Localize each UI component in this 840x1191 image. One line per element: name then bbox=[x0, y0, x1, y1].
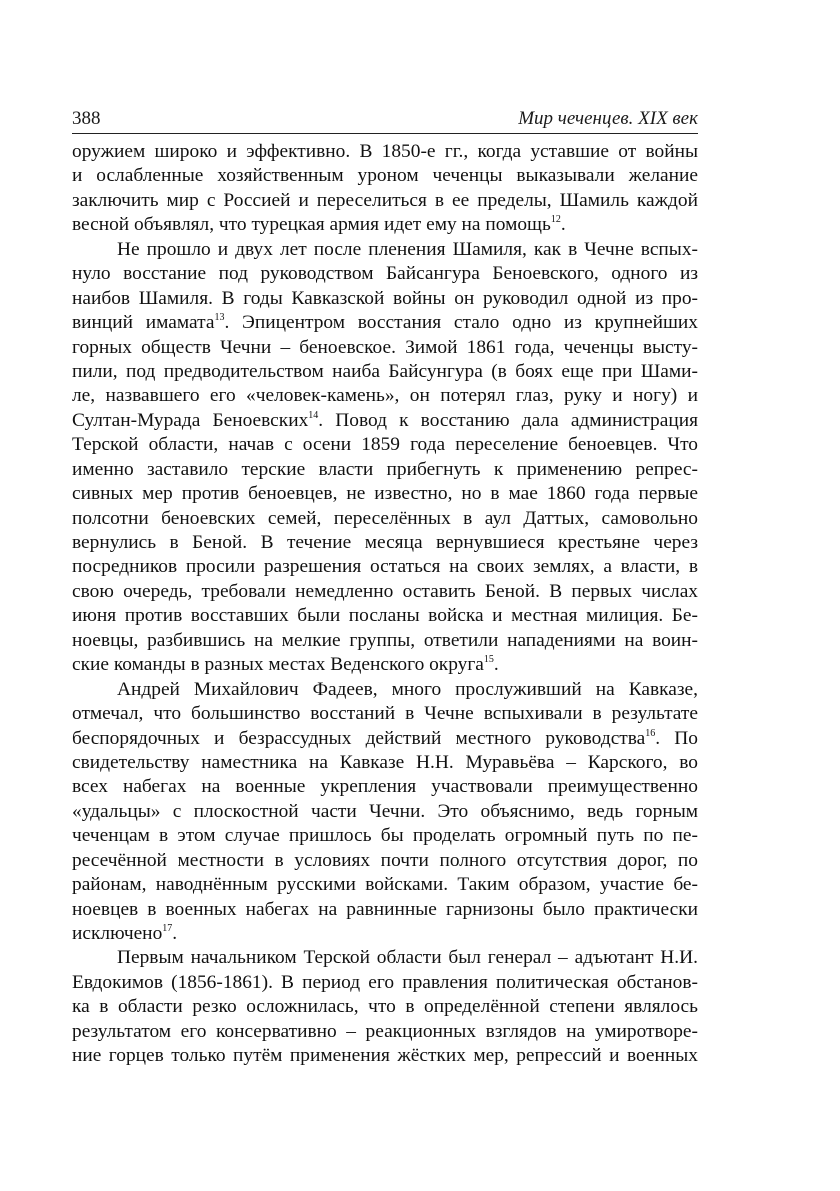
text-line bbox=[72, 384, 698, 408]
footnote-marker[interactable]: 13 bbox=[214, 312, 225, 324]
line-text: ноевцев в военных набегах на равнинные гарнизоны было практически bbox=[72, 898, 698, 920]
body-text bbox=[72, 140, 698, 1069]
text-line bbox=[72, 262, 698, 286]
text-line bbox=[72, 873, 698, 897]
text-line bbox=[72, 360, 698, 384]
paragraph bbox=[72, 238, 698, 678]
page-header bbox=[72, 108, 698, 132]
paragraph bbox=[72, 946, 698, 1068]
text-line bbox=[72, 336, 698, 360]
text-line bbox=[72, 800, 698, 824]
line-text: заключить мир с Россией и переселиться в ее пределы, Шамиль каждой bbox=[72, 189, 698, 211]
line-text: беспорядочных и безрассудных действий местного руководства bbox=[72, 727, 646, 749]
footnote-marker[interactable]: 14 bbox=[308, 409, 319, 421]
line-text: именно заставило терские власти прибегнуть к применению репрес- bbox=[72, 458, 698, 480]
line-text: исключено bbox=[72, 923, 163, 944]
text-line bbox=[72, 1044, 698, 1068]
header-rule bbox=[72, 133, 698, 134]
line-text: «удальцы» с плоскостной части Чечни. Это объяснимо, ведь горным bbox=[72, 800, 698, 822]
footnote-marker[interactable]: 17 bbox=[162, 923, 173, 934]
text-line bbox=[72, 580, 698, 604]
line-text: ресечённой местности в условиях почти полного отсутствия дорог, по bbox=[72, 849, 698, 871]
text-line bbox=[72, 629, 698, 653]
text-line bbox=[72, 458, 698, 482]
line-text: полсотни беноевских семей, переселённых в аул Даттых, самовольно bbox=[72, 507, 698, 529]
line-text: июня против восставших были посланы войска и местная милиция. Бе- bbox=[72, 605, 698, 627]
line-text: вернулись в Беной. В течение месяца вернувшиеся крестьяне через bbox=[72, 532, 698, 553]
text-line bbox=[72, 1020, 698, 1044]
line-text: чеченцам в этом случае пришлось бы проделать огромный путь по пе- bbox=[72, 825, 698, 847]
line-text: ле, назвавшего его «человек-камень», он потерял глаз, руку и ногу) и bbox=[72, 385, 698, 407]
text-line bbox=[72, 775, 698, 799]
line-text: ние горцев только путём применения жёстких мер, репрессий и военных bbox=[72, 1045, 698, 1067]
text-line bbox=[72, 507, 698, 531]
text-line bbox=[72, 849, 698, 873]
paragraph bbox=[72, 678, 698, 947]
line-text: Андрей Михайлович Фадеев, много прослуживший на Кавказе, bbox=[117, 678, 698, 700]
footnote-marker[interactable]: 12 bbox=[550, 214, 561, 226]
text-line bbox=[72, 898, 698, 922]
line-text: всех набегах на военные укрепления участвовали преимущественно bbox=[72, 776, 698, 798]
text-line bbox=[72, 678, 698, 702]
line-text-continued: . bbox=[172, 923, 178, 944]
line-text: Султан-Мурада Беноевских bbox=[72, 409, 309, 431]
text-line bbox=[72, 238, 698, 262]
text-line bbox=[72, 604, 698, 628]
line-text: пили, под предводительством наиба Байсунгура (в боях еще при Шами- bbox=[72, 360, 698, 382]
line-text: горных обществ Чечни – беноевское. Зимой 1861 года, чеченцы высту- bbox=[72, 336, 698, 358]
line-text-continued: . По bbox=[655, 727, 698, 749]
line-text: Терской области, начав с осени 1859 года переселение беноевцев. Что bbox=[72, 434, 698, 456]
line-text-continued: . bbox=[493, 654, 499, 676]
text-line bbox=[72, 409, 698, 433]
text-line bbox=[72, 164, 698, 188]
line-text: Евдокимов (1856-1861). В период его правления политическая обстанов- bbox=[72, 971, 698, 993]
line-text-continued: . Повод к восстанию дала администрация bbox=[318, 409, 698, 431]
line-text: отмечал, что большинство восстаний в Чечне вспыхивали в результате bbox=[72, 703, 698, 725]
line-text: весной объявлял, что турецкая армия идет ему на помощь bbox=[72, 214, 551, 236]
text-line bbox=[72, 433, 698, 457]
line-text: винций имамата bbox=[72, 312, 215, 334]
text-line bbox=[72, 946, 698, 970]
line-text-continued: . Эпицентром восстания стало одно из крупнейших bbox=[224, 312, 698, 334]
text-line bbox=[72, 995, 698, 1019]
line-text: ноевцы, разбившись на мелкие группы, ответили нападениями на воин- bbox=[72, 629, 698, 651]
text-line bbox=[72, 189, 698, 213]
text-line bbox=[72, 311, 698, 335]
line-text: сивных мер против беноевцев, не известно, но в мае 1860 года первые bbox=[72, 483, 698, 505]
line-text: посредников просили разрешения остаться на своих землях, а власти, в bbox=[72, 556, 698, 578]
text-line bbox=[72, 213, 698, 237]
text-line bbox=[72, 824, 698, 848]
line-text: результатом его консервативно – реакционных взглядов на умиротворе- bbox=[72, 1020, 698, 1042]
line-text: и ослабленные хозяйственным уроном чеченцы выказывали желание bbox=[72, 165, 698, 187]
line-text: Первым начальником Терской области был генерал – адъютант Н.И. bbox=[117, 947, 698, 969]
line-text: нуло восстание под руководством Байсангура Беноевского, одного из bbox=[72, 263, 698, 285]
text-line bbox=[72, 482, 698, 506]
text-line bbox=[72, 922, 698, 946]
line-text: наибов Шамиля. В годы Кавказской войны он руководил одной из про- bbox=[72, 287, 698, 309]
line-text: ка в области резко осложнилась, что в определённой степени являлось bbox=[72, 996, 698, 1018]
paragraph bbox=[72, 140, 698, 238]
text-line bbox=[72, 653, 698, 677]
text-line bbox=[72, 751, 698, 775]
line-text: свою очередь, требовали немедленно оставить Беной. В первых числах bbox=[72, 580, 698, 602]
running-title: Мир чеченцев. XIX век bbox=[518, 108, 698, 129]
footnote-marker[interactable]: 16 bbox=[645, 727, 656, 739]
line-text: районам, наводнённым русскими войсками. Таким образом, участие бе- bbox=[72, 874, 698, 896]
text-line bbox=[72, 971, 698, 995]
footnote-marker[interactable]: 15 bbox=[483, 654, 494, 666]
line-text: ские команды в разных местах Веденского округа bbox=[72, 654, 484, 676]
text-line bbox=[72, 531, 698, 555]
text-line bbox=[72, 287, 698, 311]
line-text-continued: . bbox=[560, 214, 566, 236]
page-number: 388 bbox=[72, 108, 101, 129]
text-line bbox=[72, 140, 698, 164]
line-text: Не прошло и двух лет после пленения Шамиля, как в Чечне вспых- bbox=[117, 238, 698, 260]
text-line bbox=[72, 702, 698, 726]
text-line bbox=[72, 555, 698, 579]
line-text: оружием широко и эффективно. В 1850-е гг., когда уставшие от войны bbox=[72, 141, 698, 162]
text-line bbox=[72, 727, 698, 751]
line-text: свидетельству наместника на Кавказе Н.Н. Муравьёва – Карского, во bbox=[72, 751, 698, 773]
